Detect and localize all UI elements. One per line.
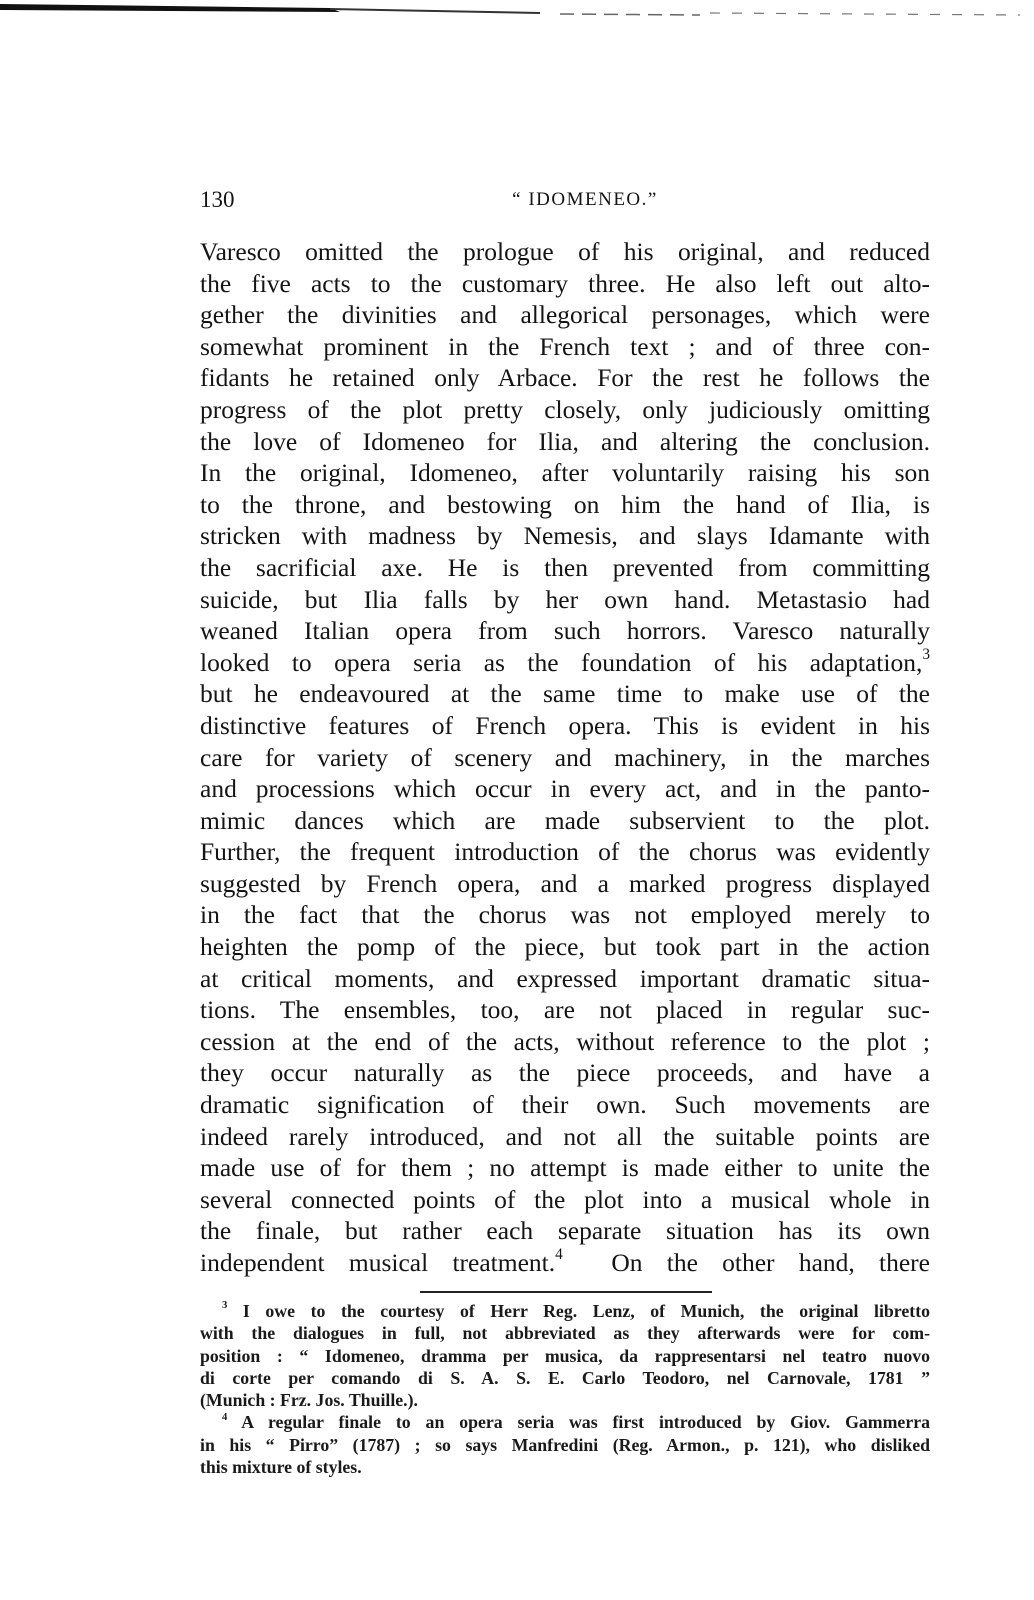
footnote-4-line: this mixture of styles. xyxy=(200,1457,362,1478)
text-line: made use of for them ; no attempt is made either to unite the xyxy=(200,1153,930,1183)
text-line: stricken with madness by Nemesis, and slays Idamante with xyxy=(200,521,930,551)
footnote-3-line: (Munich : Frz. Jos. Thuille.). xyxy=(200,1390,418,1411)
text-line-with-footnote-ref xyxy=(200,647,930,679)
text-line: and processions which occur in every act, and in the panto- xyxy=(200,774,930,804)
text-line: distinctive features of French opera. This is evident in his xyxy=(200,710,930,740)
text-fragment: On the other hand, there xyxy=(611,1248,930,1277)
footnotes xyxy=(200,1300,930,1478)
text-line: dramatic signification of their own. Such movements are xyxy=(200,1090,930,1120)
text-line-with-footnote-ref xyxy=(200,1247,930,1279)
text-line: Further, the frequent introduction of the chorus was evidently xyxy=(200,837,930,867)
text-line: suicide, but Ilia falls by her own hand. Metastasio had xyxy=(200,584,930,614)
text-line: the finale, but rather each separate situation has its own xyxy=(200,1216,930,1246)
footnote-text: I owe to the courtesy of Herr Reg. Lenz, of Munich, the original libretto xyxy=(242,1301,931,1321)
text-line: heighten the pomp of the piece, but took part in the action xyxy=(200,932,930,962)
scan-edge-artifact xyxy=(0,0,1034,22)
text-line: cession at the end of the acts, without reference to the plot ; xyxy=(200,1026,930,1056)
footnote-3-line xyxy=(200,1300,930,1322)
footnote-3-line: with the dialogues in full, not abbreviated as they afterwards were for com- xyxy=(200,1323,930,1344)
text-line: mimic dances which are made subservient to the plot. xyxy=(200,805,930,835)
text-line: fidants he retained only Arbace. For the rest he follows the xyxy=(200,363,930,393)
footnote-3-mark: 3 xyxy=(222,1299,228,1312)
text-line: In the original, Idomeneo, after voluntarily raising his son xyxy=(200,458,930,488)
text-line: Varesco omitted the prologue of his original, and reduced xyxy=(200,237,930,266)
footnote-ref-3[interactable]: 3 xyxy=(922,645,930,663)
running-head xyxy=(200,186,930,214)
text-line: the five acts to the customary three. He also left out alto- xyxy=(200,268,930,298)
text-line: weaned Italian opera from such horrors. Varesco naturally xyxy=(200,616,930,646)
footnote-text: A regular finale to an opera seria was first introduced by Giov. Gammerra xyxy=(241,1412,930,1433)
footnote-3-line: position : “ Idomeneo, dramma per musica, da rappresentarsi nel teatro nuovo xyxy=(200,1345,930,1366)
footnote-divider xyxy=(420,1291,712,1293)
text-line: at critical moments, and expressed important dramatic situa- xyxy=(200,963,930,993)
footnote-4-line: in his “ Pirro” (1787) ; so says Manfredini (Reg. Armon., p. 121), who disliked xyxy=(200,1434,930,1455)
text-fragment: looked to opera seria as the foundation of his adaptation, xyxy=(200,647,923,677)
footnote-3-line: di corte per comando di S. A. S. E. Carlo Teodoro, nel Carnovale, 1781 ” xyxy=(200,1367,930,1388)
footnote-4-mark: 4 xyxy=(222,1410,228,1423)
text-line: care for variety of scenery and machinery, in the marches xyxy=(200,742,930,772)
running-title: “ IDOMENEO.” xyxy=(512,189,658,210)
text-line: but he endeavoured at the same time to make use of the xyxy=(200,679,930,709)
text-line: to the throne, and bestowing on him the hand of Ilia, is xyxy=(200,489,930,519)
body-text xyxy=(200,236,930,1279)
text-line: indeed rarely introduced, and not all the suitable points are xyxy=(200,1121,930,1151)
footnote-ref-4[interactable]: 4 xyxy=(555,1246,563,1264)
text-line: several connected points of the plot into a musical whole in xyxy=(200,1184,930,1214)
text-line: the love of Idomeneo for Ilia, and altering the conclusion. xyxy=(200,426,930,456)
text-line: gether the divinities and allegorical personages, which were xyxy=(200,300,930,330)
text-line: tions. The ensembles, too, are not placed in regular suc- xyxy=(200,995,930,1025)
text-line: suggested by French opera, and a marked progress displayed xyxy=(200,868,930,898)
text-line: progress of the plot pretty closely, only judiciously omitting xyxy=(200,394,930,424)
text-line: the sacrificial axe. He is then prevented from committing xyxy=(200,552,930,582)
text-line: in the fact that the chorus was not employed merely to xyxy=(200,900,930,930)
text-line: somewhat prominent in the French text ; and of three con- xyxy=(200,331,930,361)
page-number: 130 xyxy=(200,187,235,212)
text-fragment: independent musical treatment. xyxy=(200,1248,556,1277)
text-line: they occur naturally as the piece proceeds, and have a xyxy=(200,1058,930,1088)
footnote-4-line xyxy=(200,1411,930,1433)
